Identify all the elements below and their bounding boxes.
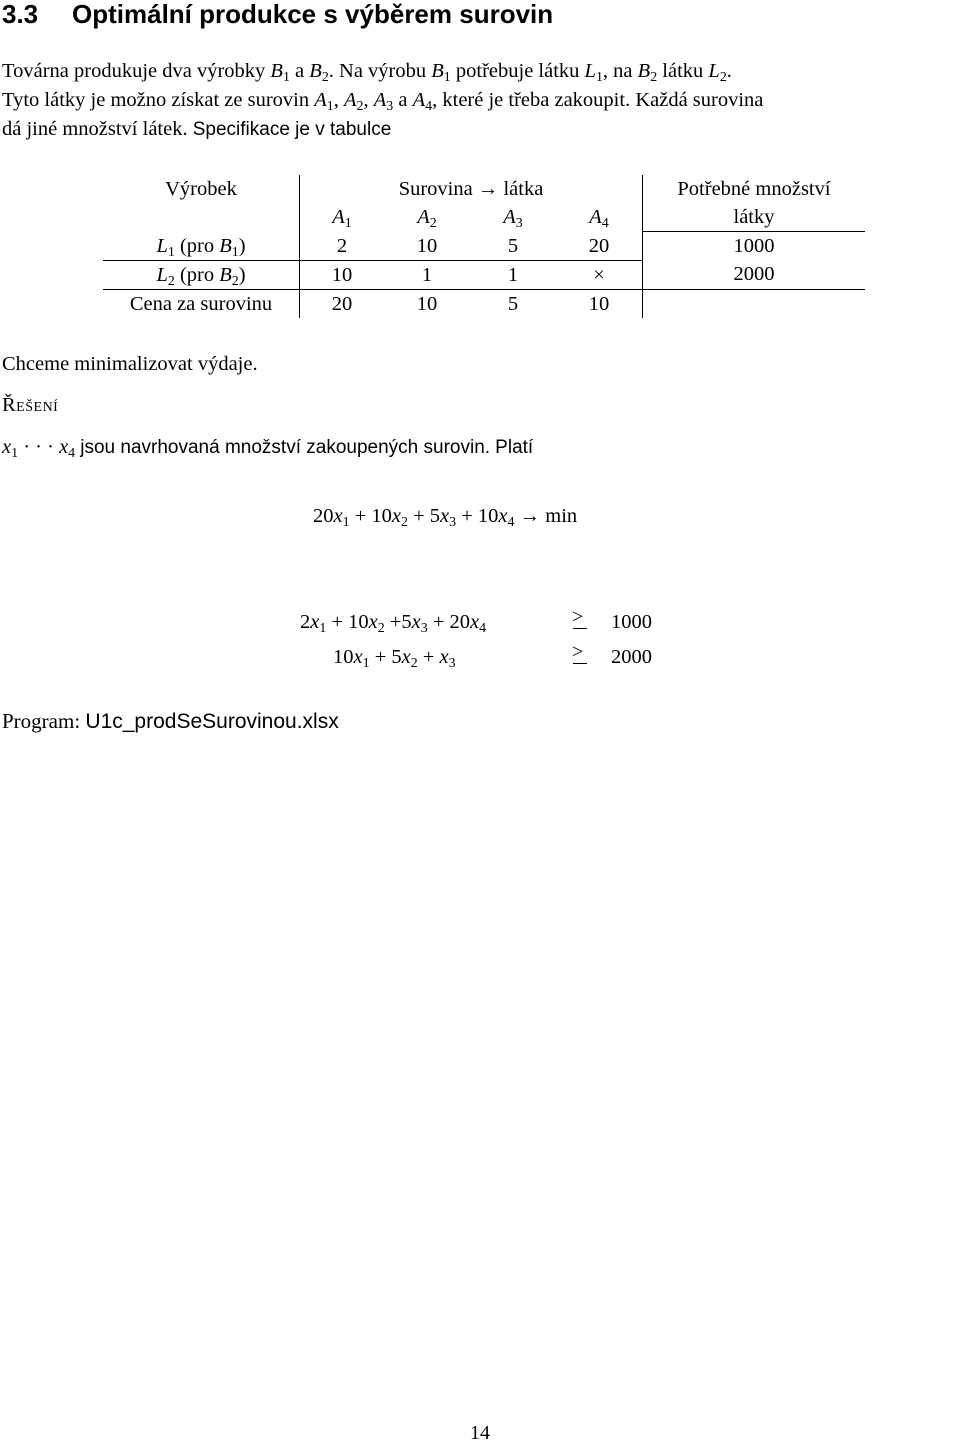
program-reference — [2, 709, 339, 734]
table-cell: 2 — [300, 232, 385, 261]
header-required: Potřebné množství — [643, 175, 866, 203]
section-title: Optimální produkce s výběrem surovin — [72, 0, 554, 29]
page-number: 14 — [470, 1422, 490, 1444]
intro-paragraph — [2, 57, 952, 144]
table-cell: 5 — [507, 292, 519, 315]
row-label-l1: $L_1$ (pro $B_1$) — [103, 232, 300, 261]
table-header-row-2 — [103, 203, 865, 232]
header-product: Výrobek — [165, 178, 237, 200]
table-cell: 10 — [384, 232, 470, 261]
table-cell: 20 — [556, 232, 643, 261]
col-a4: $A_4$ — [589, 206, 609, 232]
constraint-1-rhs: 1000 — [611, 611, 652, 633]
section-number: 3.3 — [2, 0, 39, 29]
table-cell: 10 — [300, 260, 385, 289]
goal-text: Chceme minimalizovat výdaje. — [2, 353, 258, 375]
table-cell-required: 2000 — [643, 260, 866, 289]
objective-function: $20x_1 + 10x_2 + 5x_3 + 10x_4 \to \min$ — [313, 505, 578, 531]
solution-intro: $x_1$ · · · $x_4$ jsou navrhovaná množství zakoupených surovin. Platí — [2, 436, 534, 462]
intro-line-1: Továrna produkuje dva výrobky $B_1$ a $B_2$. Na výrobu $B_1$ potřebuje látku $L_1$, na $B_2$ látku $L_2$. — [2, 60, 732, 86]
program-file-link[interactable]: U1c_prodSeSurovinou.xlsx — [85, 710, 339, 733]
table-cell: 10 — [588, 292, 610, 315]
constraint-1: $2x_1 + 10x_2 +5x_3 + 20x_4$ — [300, 611, 487, 637]
table-cell: 5 — [470, 232, 556, 261]
table-row — [103, 232, 865, 261]
row-label-l2: $L_2$ (pro $B_2$) — [103, 260, 300, 289]
table-cell: 1 — [384, 260, 470, 289]
table-cell: 1 — [470, 260, 556, 289]
specification-table — [103, 175, 865, 318]
table-row — [103, 289, 865, 318]
solution-heading: Řešení — [2, 394, 59, 416]
constraint-2-relation: > — [572, 646, 588, 672]
row-label-price: Cena za surovinu — [129, 292, 273, 315]
table-cell: × — [556, 260, 643, 289]
constraint-2: $10x_1 + 5x_2 + x_3$ — [333, 646, 456, 672]
header-materials: Surovina → látka — [300, 175, 643, 203]
col-a2: $A_2$ — [417, 206, 437, 232]
intro-line-3: dá jiné množství látek. Specifikace je v tabulce — [2, 118, 392, 140]
program-label: Program: — [2, 709, 81, 733]
section-heading — [2, 0, 553, 30]
col-a1: $A_1$ — [300, 203, 385, 232]
table-cell: 10 — [416, 292, 438, 315]
header-required-unit: látky — [643, 203, 866, 232]
table-row — [103, 260, 865, 289]
constraint-1-relation: > — [572, 611, 588, 637]
intro-line-2: Tyto látky je možno získat ze surovin $A_1$, $A_2$, $A_3$ a $A_4$, které je třeba zakoupit. Každá surovina — [2, 89, 764, 115]
table-cell-required: 1000 — [643, 232, 866, 261]
table-header-row-1 — [103, 175, 865, 203]
col-a3: $A_3$ — [503, 206, 523, 232]
table-cell: 20 — [300, 289, 385, 318]
constraint-2-rhs: 2000 — [611, 646, 652, 668]
